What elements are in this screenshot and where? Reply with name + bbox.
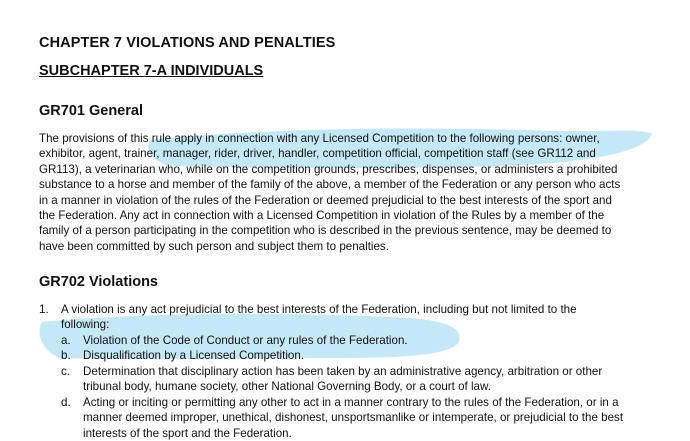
list-item-text: [83, 364, 602, 395]
paragraph-line: family of a person participating in the competition who is described in the previous sentence, may be deemed to: [39, 224, 612, 238]
list-item-line: Violation of the Code of Conduct or any rules of the Federation.: [83, 334, 408, 347]
paragraph-line: have been committed by such person and subject them to penalties.: [39, 239, 389, 253]
chapter-title: CHAPTER 7 VIOLATIONS AND PENALTIES: [39, 35, 336, 51]
paragraph-line: exhibitor, agent, trainer, manager, rider, driver, handler, competition official, competition staff (see GR112 and: [39, 147, 596, 161]
paragraph-line: in a manner in violation of the rules of the Federation or deemed prejudicial to the best interests of the sport and: [39, 193, 612, 207]
list-item-text: [61, 302, 577, 333]
list-item-line: following:: [61, 318, 110, 332]
paragraph-line: GR113), a veterinarian who, while on the competition grounds, prescribes, dispenses, or administers a prohibited: [39, 162, 618, 176]
list-item-line: Disqualification by a Licensed Competition.: [83, 349, 305, 362]
gr701-paragraph: [39, 131, 663, 254]
list-item-text: [83, 333, 408, 348]
list-item-1: [39, 302, 669, 334]
paragraph-line: The provisions of this rule apply in connection with any Licensed Competition to the following persons: owner,: [39, 132, 600, 145]
paragraph-line: substance to a horse and member of the family of the above, a member of the Federation or any person who acts: [39, 178, 621, 192]
list-subitem-b: [61, 348, 671, 364]
list-item-line: tribunal body, humane society, other National Governing Body, or a court of law.: [83, 380, 491, 394]
gr701-heading: GR701 General: [39, 103, 143, 119]
list-item-line: A violation is any act prejudicial to the best interests of the Federation, including but not limited to the: [61, 303, 577, 316]
list-item-line: manner deemed improper, unethical, dishonest, unsportsmanlike or intemperate, or prejudicial to the best: [83, 411, 624, 425]
list-subitem-d: [61, 395, 671, 440]
paragraph-line: the Federation. Any act in connection with a Licensed Competition in violation of the Rules by a member of the: [39, 209, 605, 223]
list-marker: a.: [61, 334, 71, 347]
list-marker: b.: [61, 349, 71, 362]
gr702-heading: GR702 Violations: [39, 274, 158, 290]
subchapter-title: SUBCHAPTER 7-A INDIVIDUALS: [39, 63, 264, 79]
list-item-line: Acting or inciting or permitting any other to act in a manner contrary to the rules of the Federation, or in a: [83, 396, 619, 409]
list-marker: d.: [61, 396, 71, 409]
list-item-line: Determination that disciplinary action has been taken by an administrative agency, arbitration or other: [83, 365, 603, 378]
list-subitem-c: [61, 364, 671, 396]
list-item-text: [83, 348, 304, 363]
list-item-line: interests of the sport and the Federation.: [83, 426, 292, 440]
list-marker: c.: [61, 365, 71, 378]
list-item-text: [83, 395, 623, 441]
list-marker: 1.: [39, 303, 49, 316]
list-subitem-a: [61, 333, 671, 349]
